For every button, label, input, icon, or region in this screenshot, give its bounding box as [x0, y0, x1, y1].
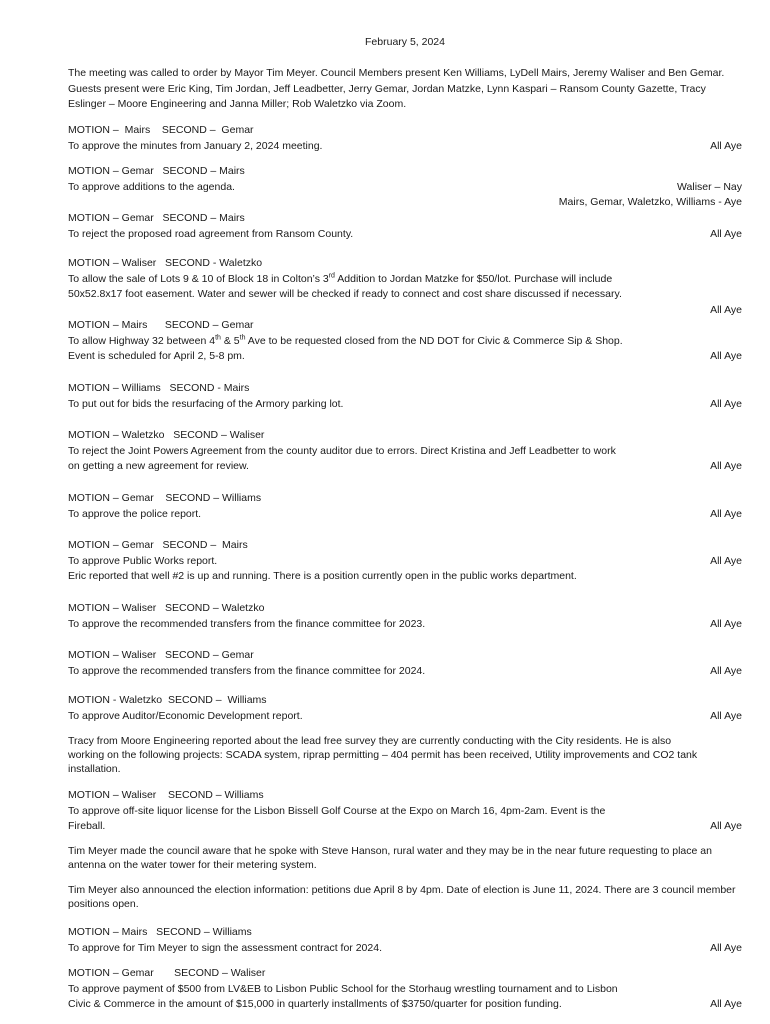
- motion-vote: All Aye: [710, 303, 742, 316]
- motion-8: [68, 491, 742, 522]
- motion-1: [68, 123, 742, 154]
- motion-vote: All Aye: [710, 139, 742, 152]
- motion-vote: All Aye: [710, 350, 742, 363]
- motion-header: MOTION – Gemar SECOND – Waliser: [68, 967, 266, 979]
- motion-text: To reject the proposed road agreement from Ransom County.: [68, 227, 354, 240]
- motion-text: To put out for bids the resurfacing of the Armory parking lot.: [68, 397, 344, 410]
- motion-text: To approve for Tim Meyer to sign the assessment contract for 2024.: [68, 941, 382, 954]
- motion-header: MOTION – Gemar SECOND – Williams: [68, 492, 262, 504]
- motion-9: [68, 538, 742, 585]
- motion-text: To approve the minutes from January 2, 2024 meeting.: [68, 139, 323, 152]
- motion-header: MOTION – Gemar SECOND – Mairs: [68, 165, 245, 177]
- motion-15: [68, 966, 742, 1013]
- motion-vote-detail: Mairs, Gemar, Waletzko, Williams - Aye: [558, 196, 742, 209]
- motion-header: MOTION – Gemar SECOND – Mairs: [68, 539, 248, 551]
- motion-13: [68, 788, 742, 835]
- rural-water-note: Tim Meyer made the council aware that he spoke with Steve Hanson, rural water and they may be in the near future requesting to place an antenna on the water tower for their metering system.: [68, 845, 712, 871]
- motion-text: To approve the recommended transfers from the finance committee for 2024.: [68, 664, 426, 677]
- motion-vote: All Aye: [710, 664, 742, 677]
- motion-vote: All Aye: [710, 507, 742, 520]
- motion-text: To approve the police report.: [68, 507, 202, 520]
- motion-vote: All Aye: [710, 227, 742, 240]
- motion-text-cont: on getting a new agreement for review.: [68, 460, 249, 473]
- election-note: Tim Meyer also announced the election information: petitions due April 8 by 4pm. Date of election is June 11, 2024. There are 3 council member positions open.: [68, 884, 736, 910]
- motion-vote: All Aye: [710, 397, 742, 410]
- motion-text: To approve the recommended transfers from the finance committee for 2023.: [68, 617, 426, 630]
- motion-2: [68, 164, 742, 211]
- motion-header: MOTION – Waliser SECOND - Waletzko: [68, 257, 263, 269]
- motion-10: [68, 601, 742, 632]
- motion-header: MOTION – Waliser SECOND – Waletzko: [68, 602, 265, 614]
- motion-vote: Waliser – Nay: [677, 180, 742, 193]
- motion-note: Eric reported that well #2 is up and running. There is a position currently open in the public works department.: [68, 570, 577, 583]
- motion-text: To approve off-site liquor license for the Lisbon Bissell Golf Course at the Expo on March 16, 4pm-2am. Event is the: [68, 804, 606, 817]
- motion-text-cont: Civic & Commerce in the amount of $15,000 in quarterly installments of $3750/quarter for position funding.: [68, 998, 562, 1011]
- engineering-report-note: Tracy from Moore Engineering reported about the lead free survey they are currently conducting with the City residents. He is also working on the following projects: SCADA system, riprap permitting – 404 permit has been received, Utility improvements and CO2 tank installation.: [68, 735, 698, 775]
- motion-header: MOTION – Gemar SECOND – Mairs: [68, 212, 245, 224]
- motion-header: MOTION – Mairs SECOND – Gemar: [68, 319, 254, 331]
- motion-vote: All Aye: [710, 617, 742, 630]
- motion-3: [68, 211, 742, 242]
- motion-header: MOTION - Waletzko SECOND – Williams: [68, 694, 267, 706]
- motion-text: To approve payment of $500 from LV&EB to Lisbon Public School for the Storhaug wrestling tournament and to Lisbon: [68, 982, 618, 995]
- motion-text: To allow the sale of Lots 9 & 10 of Block 18 in Colton’s 3rd Addition to Jordan Matzke for $50/lot. Purchase will include: [68, 272, 613, 285]
- motion-text: To approve Public Works report.: [68, 554, 218, 567]
- motion-14: [68, 925, 742, 956]
- motion-vote: All Aye: [710, 941, 742, 954]
- motion-vote: All Aye: [710, 460, 742, 473]
- motion-vote: All Aye: [710, 998, 742, 1011]
- motion-12: [68, 693, 742, 724]
- motion-text: To approve additions to the agenda.: [68, 180, 235, 193]
- motion-header: MOTION – Waletzko SECOND – Waliser: [68, 429, 265, 441]
- intro-paragraph: The meeting was called to order by Mayor Tim Meyer. Council Members present Ken Williams, LyDell Mairs, Jeremy Waliser and Ben Gemar. Guests present were Eric King, Tim Jordan, Jeff Leadbetter, Jerry Gemar, Jordan Matzke, Lynn Kaspari – Ransom County Gazette, Tracy Eslinger – Moore Engineering and Janna Miller; Rob Waletzko via Zoom.: [68, 67, 725, 111]
- motion-text: To allow Highway 32 between 4th & 5th Ave to be requested closed from the ND DOT for Civic & Commerce Sip & Shop.: [68, 334, 623, 347]
- motion-header: MOTION – Waliser SECOND – Gemar: [68, 649, 254, 661]
- motion-vote: All Aye: [710, 820, 742, 833]
- motion-11: [68, 648, 742, 679]
- motion-header: MOTION – Mairs SECOND – Williams: [68, 926, 252, 938]
- motion-text-cont: 50x52.8x17 foot easement. Water and sewer will be checked if ready to connect and cost share discussed if necessary.: [68, 288, 622, 301]
- motion-header: MOTION – Williams SECOND - Mairs: [68, 382, 250, 394]
- motion-7: [68, 428, 742, 475]
- motion-text-cont: Event is scheduled for April 2, 5-8 pm.: [68, 350, 245, 363]
- motion-text-cont: Fireball.: [68, 820, 106, 833]
- meeting-date: February 5, 2024: [365, 36, 445, 48]
- motion-4: [68, 256, 742, 318]
- motion-header: MOTION – Mairs SECOND – Gemar: [68, 124, 254, 136]
- motion-vote: All Aye: [710, 554, 742, 567]
- motion-header: MOTION – Waliser SECOND – Williams: [68, 789, 264, 801]
- motion-6: [68, 381, 742, 412]
- motion-5: [68, 318, 742, 365]
- motion-vote: All Aye: [710, 709, 742, 722]
- motion-text: To approve Auditor/Economic Development report.: [68, 709, 303, 722]
- motion-text: To reject the Joint Powers Agreement from the county auditor due to errors. Direct Kristina and Jeff Leadbetter to work: [68, 444, 616, 457]
